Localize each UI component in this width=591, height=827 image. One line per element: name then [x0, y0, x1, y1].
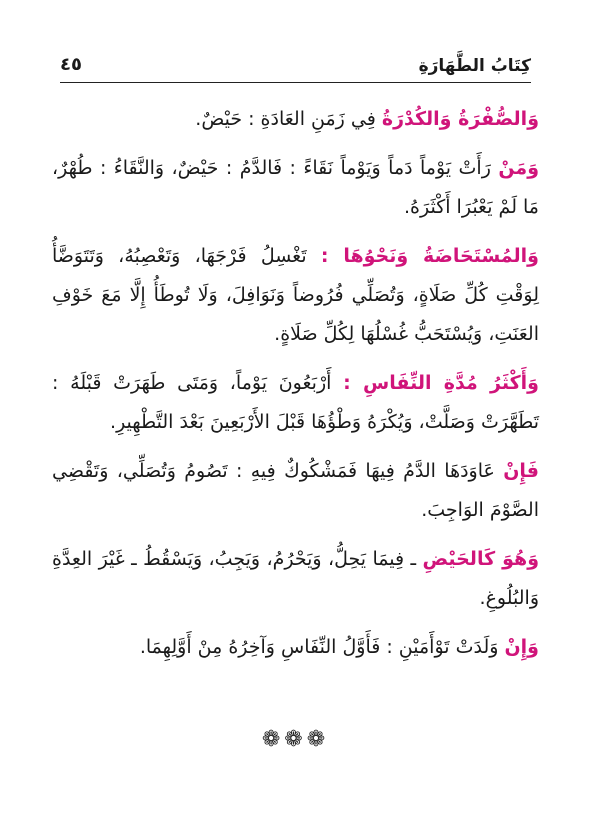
- paragraph: [52, 452, 539, 530]
- paragraph-text: وَلَدَتْ تَوْأَمَيْنِ : فَأَوَّلُ النِّفَاسِ وَآخِرُهُ مِنْ أَوَّلِهِمَا.: [139, 636, 505, 658]
- highlighted-term: وَالمُسْتَحَاضَةُ وَنَحْوُهَا :: [320, 245, 539, 267]
- paragraph: [52, 540, 539, 618]
- text-body: [52, 100, 539, 677]
- page-header: [60, 48, 531, 83]
- paragraph-text: تَغْسِلُ فَرْجَهَا، وَتَعْصِبُهُ، وَتَتَوَضَّأُ لِوَقْتِ كُلِّ صَلَاةٍ، وَتُصَلِّي فُرُوضاً وَنَوَافِلَ، وَلَا تُوطَأُ إِلَّا مَعَ خَوْفِ العَنَتِ، وَيُسْتَحَبُّ غُسْلُهَا لِكُلِّ صَلَاةٍ.: [52, 245, 539, 345]
- chapter-title: كِتَابُ الطَّهَارَةِ: [418, 56, 531, 76]
- paragraph-text: أَرْبَعُونَ يَوْماً، وَمَتَى طَهَرَتْ قَبْلَهُ : تَطَهَّرَتْ وَصَلَّتْ، وَيُكْرَهُ وَطْؤُهَا قَبْلَ الأَرْبَعِينَ بَعْدَ التَّطْهِيرِ.: [52, 372, 539, 433]
- highlighted-term: وَأَكْثَرُ مُدَّةِ النِّفَاسِ :: [343, 372, 539, 394]
- page-number: ٤٥: [60, 54, 82, 75]
- paragraph-text: ـ فِيمَا يَحِلُّ، وَيَحْرُمُ، وَيَجِبُ، وَيَسْقُطُ ـ غَيْرَ العِدَّةِ وَالبُلُوغِ.: [52, 548, 539, 609]
- highlighted-term: فَإِنْ: [503, 460, 539, 482]
- paragraph-text: عَاوَدَهَا الدَّمُ فِيهَا فَمَشْكُوكٌ فِيهِ : تَصُومُ وَتُصَلِّي، وَتَقْضِي الصَّوْمَ الوَاجِبَ.: [52, 460, 539, 521]
- highlighted-term: وَإِنْ: [504, 636, 539, 658]
- highlighted-term: وَهُوَ كَالحَيْضِ: [422, 548, 540, 570]
- paragraph: [52, 237, 539, 354]
- paragraph: [52, 628, 539, 667]
- highlighted-term: وَمَنْ: [498, 157, 539, 179]
- highlighted-term: وَالصُّفْرَةُ وَالكُدْرَةُ: [381, 108, 539, 130]
- paragraph-text: رَأَتْ يَوْماً دَماً وَيَوْماً نَقَاءً : فَالدَّمُ : حَيْضٌ، وَالنَّقَاءُ : طُهْرٌ، مَا لَمْ يَعْبُرَا أَكْثَرَهُ.: [52, 157, 539, 218]
- paragraph: [52, 100, 539, 139]
- section-end-ornament: ❁❁❁: [261, 727, 330, 752]
- paragraph-text: فِي زَمَنِ العَادَةِ : حَيْضٌ.: [195, 108, 382, 130]
- paragraph: [52, 364, 539, 442]
- paragraph: [52, 149, 539, 227]
